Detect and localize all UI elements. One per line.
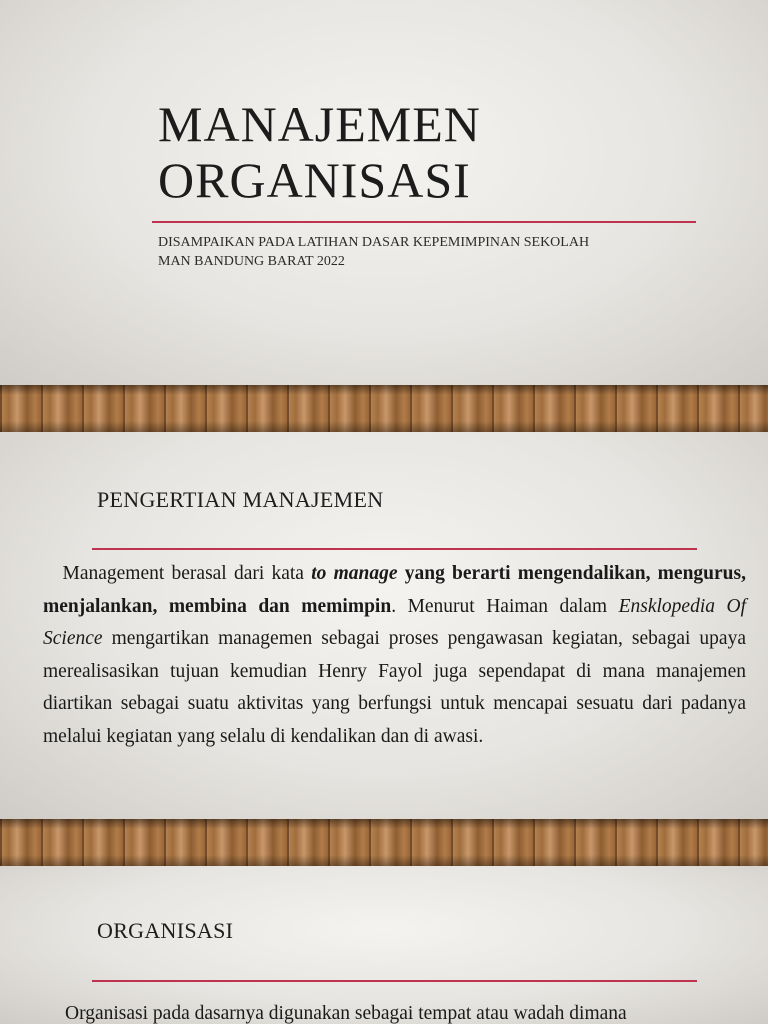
definition-paragraph bbox=[43, 558, 746, 753]
organization-slide bbox=[0, 866, 768, 1024]
heading-divider bbox=[92, 980, 697, 982]
para-text-1: Management berasal dari kata bbox=[62, 563, 312, 584]
wood-floor-decoration bbox=[0, 385, 768, 432]
slide-title bbox=[158, 96, 718, 208]
slide-subtitle bbox=[158, 233, 678, 271]
title-divider bbox=[152, 221, 696, 223]
title-slide bbox=[0, 0, 768, 385]
organization-paragraph: Organisasi pada dasarnya digunakan sebagai tempat atau wadah dimana bbox=[65, 1003, 627, 1024]
para-text-3: mengartikan managemen sebagai proses pengawasan kegiatan, sebagai upaya merealisasikan tujuan kemudian Henry Fayol juga sependapat di mana manajemen diartikan sebagai suatu aktivitas yang berfungsi untuk mencapai sesuatu dari padanya melalui kegiatan yang selalu di kendalikan dan di awasi. bbox=[43, 628, 746, 747]
subtitle-line-2: MAN BANDUNG BARAT 2022 bbox=[158, 254, 345, 269]
para-bold: yang berarti mengendalikan, mengurus, menjalankan, membina dan memimpin bbox=[43, 563, 746, 617]
subtitle-line-1: DISAMPAIKAN PADA LATIHAN DASAR KEPEMIMPINAN SEKOLAH bbox=[158, 235, 590, 250]
heading-divider bbox=[92, 548, 697, 550]
section-heading: PENGERTIAN MANAJEMEN bbox=[97, 487, 384, 512]
title-line-1: MANAJEMEN bbox=[158, 96, 481, 152]
title-line-2: ORGANISASI bbox=[158, 152, 471, 208]
para-term: to manage bbox=[311, 563, 398, 584]
para-source: Ensklopedia Of Science bbox=[43, 595, 747, 649]
definition-slide bbox=[0, 432, 768, 819]
wood-floor-decoration bbox=[0, 819, 768, 866]
section-heading: ORGANISASI bbox=[97, 918, 234, 943]
para-text-2: . Menurut Haiman dalam bbox=[391, 595, 619, 617]
